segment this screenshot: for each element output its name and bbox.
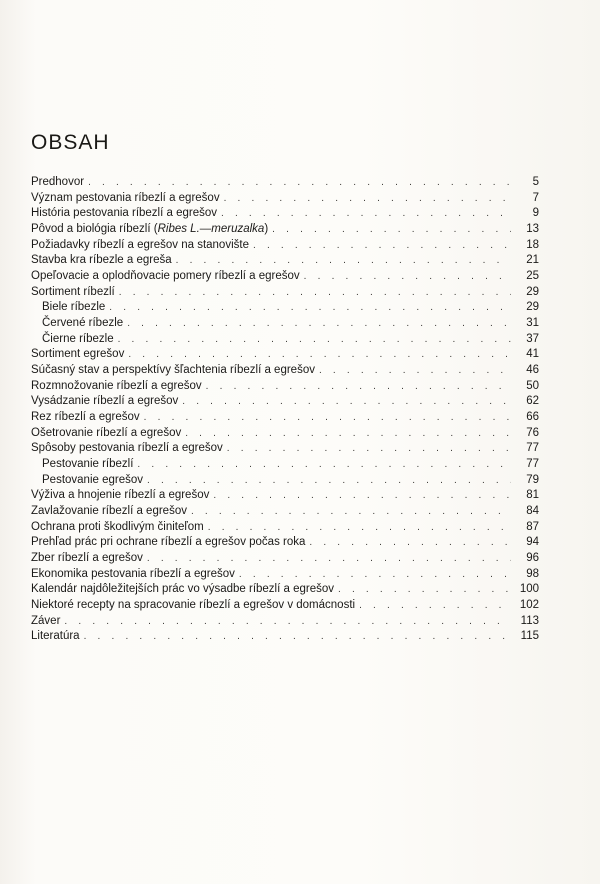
toc-entry-page-number: 9 bbox=[532, 207, 539, 220]
toc-entry-label bbox=[31, 222, 268, 238]
dot-leader bbox=[224, 191, 511, 207]
toc-entry-page-number: 31 bbox=[526, 317, 539, 330]
toc-entry-page-number: 7 bbox=[532, 191, 539, 204]
toc-entry-label: Rozmnožovanie ríbezlí a egrešov bbox=[31, 379, 202, 392]
toc-entry bbox=[31, 206, 539, 222]
toc-entry-page-number: 81 bbox=[526, 489, 539, 502]
toc-entry bbox=[31, 567, 539, 583]
dot-leader bbox=[338, 582, 511, 598]
toc-entry bbox=[31, 269, 539, 285]
toc-entry-page-number: 96 bbox=[526, 552, 539, 565]
toc-entry-label: Zavlažovanie ríbezlí a egrešov bbox=[31, 505, 187, 518]
toc-entry bbox=[31, 175, 539, 191]
toc-entry bbox=[31, 504, 539, 520]
dot-leader bbox=[182, 394, 511, 410]
toc-entry bbox=[31, 316, 539, 332]
toc-entry-label: Požiadavky ríbezlí a egrešov na stanovište bbox=[31, 238, 249, 251]
toc-entry bbox=[31, 222, 539, 238]
toc-entry-label-italic: Ribes L.—meruzalka bbox=[157, 223, 265, 236]
dot-leader bbox=[191, 504, 511, 520]
toc-entry-page-number: 62 bbox=[526, 395, 539, 408]
dot-leader bbox=[128, 347, 511, 363]
dot-leader bbox=[127, 316, 511, 332]
toc-entry-label: Sortiment egrešov bbox=[31, 348, 125, 361]
dot-leader bbox=[253, 238, 511, 254]
toc-entry-label: Význam pestovania ríbezlí a egrešov bbox=[31, 191, 220, 204]
toc-entry bbox=[31, 426, 539, 442]
dot-leader bbox=[147, 473, 511, 489]
toc-entry bbox=[31, 285, 539, 301]
dot-leader bbox=[239, 567, 511, 583]
toc-entry-page-number: 87 bbox=[526, 520, 539, 533]
toc-entry-label: Súčasný stav a perspektívy šľachtenia ríbezlí a egrešov bbox=[31, 364, 315, 377]
toc-entry bbox=[31, 473, 539, 489]
toc-entry-label: Ochrana proti škodlivým činiteľom bbox=[31, 520, 204, 533]
dot-leader bbox=[206, 379, 511, 395]
toc-entry-page-number: 77 bbox=[526, 458, 539, 471]
dot-leader bbox=[109, 300, 511, 316]
toc-entry-page-number: 102 bbox=[519, 599, 539, 612]
dot-leader bbox=[185, 426, 511, 442]
toc-entry-label: Rez ríbezlí a egrešov bbox=[31, 411, 140, 424]
toc-entry bbox=[31, 551, 539, 567]
toc-entry-page-number: 77 bbox=[526, 442, 539, 455]
page-title: OBSAH bbox=[31, 131, 110, 154]
toc-entry-label-part: Pôvod a biológia ríbezlí ( bbox=[31, 223, 158, 236]
toc-entry-label: Sortiment ríbezlí bbox=[31, 285, 115, 298]
toc-entry bbox=[31, 441, 539, 457]
table-of-contents bbox=[31, 175, 539, 645]
toc-entry-label: Stavba kra ríbezle a egreša bbox=[31, 254, 172, 267]
dot-leader bbox=[88, 175, 511, 191]
dot-leader bbox=[118, 332, 511, 348]
toc-entry-label: Pestovanie ríbezlí bbox=[42, 458, 134, 471]
toc-entry-page-number: 79 bbox=[526, 473, 539, 486]
toc-entry bbox=[31, 614, 539, 630]
toc-entry-label: História pestovania ríbezlí a egrešov bbox=[31, 207, 218, 220]
toc-entry bbox=[31, 191, 539, 207]
toc-entry-label: Pestovanie egrešov bbox=[42, 473, 144, 486]
toc-entry bbox=[31, 598, 539, 614]
dot-leader bbox=[304, 269, 511, 285]
dot-leader bbox=[119, 285, 511, 301]
toc-entry-page-number: 18 bbox=[526, 238, 539, 251]
toc-entry bbox=[31, 238, 539, 254]
toc-entry-page-number: 76 bbox=[526, 426, 539, 439]
toc-entry-page-number: 41 bbox=[526, 348, 539, 361]
dot-leader bbox=[359, 598, 511, 614]
toc-entry-page-number: 66 bbox=[526, 411, 539, 424]
dot-leader bbox=[176, 253, 511, 269]
toc-entry-page-number: 98 bbox=[526, 567, 539, 580]
toc-entry-label-part: ) bbox=[264, 223, 269, 236]
toc-entry bbox=[31, 253, 539, 269]
toc-entry-label: Zber ríbezlí a egrešov bbox=[31, 552, 143, 565]
toc-entry-label: Biele ríbezle bbox=[42, 301, 106, 314]
toc-entry-page-number: 5 bbox=[532, 176, 539, 188]
dot-leader bbox=[221, 206, 511, 222]
toc-entry bbox=[31, 394, 539, 410]
toc-entry-label: Ekonomika pestovania ríbezlí a egrešov bbox=[31, 567, 235, 580]
toc-entry-page-number: 25 bbox=[526, 270, 539, 283]
toc-entry-label: Niektoré recepty na spracovanie ríbezlí a egrešov v domácnosti bbox=[31, 599, 356, 612]
dot-leader bbox=[272, 222, 511, 238]
toc-entry bbox=[31, 520, 539, 536]
toc-entry-label: Literatúra bbox=[31, 630, 80, 643]
toc-entry-label: Kalendár najdôležitejších prác vo výsadbe ríbezlí a egrešov bbox=[31, 583, 335, 596]
toc-entry bbox=[31, 488, 539, 504]
toc-entry bbox=[31, 410, 539, 426]
toc-entry bbox=[31, 363, 539, 379]
toc-entry bbox=[31, 457, 539, 473]
toc-entry bbox=[31, 347, 539, 363]
toc-entry-page-number: 46 bbox=[526, 364, 539, 377]
toc-entry-label: Ošetrovanie ríbezlí a egrešov bbox=[31, 426, 182, 439]
toc-entry-label: Vysádzanie ríbezlí a egrešov bbox=[31, 395, 179, 408]
toc-entry bbox=[31, 582, 539, 598]
toc-entry-page-number: 13 bbox=[526, 223, 539, 236]
dot-leader bbox=[319, 363, 511, 379]
toc-entry-label: Čierne ríbezle bbox=[42, 332, 114, 345]
toc-entry bbox=[31, 300, 539, 316]
dot-leader bbox=[227, 441, 511, 457]
dot-leader bbox=[137, 457, 511, 473]
toc-entry-label: Predhovor bbox=[31, 176, 85, 188]
dot-leader bbox=[64, 614, 511, 630]
dot-leader bbox=[84, 629, 511, 645]
toc-entry bbox=[31, 535, 539, 551]
toc-entry-page-number: 100 bbox=[519, 583, 539, 596]
toc-entry-page-number: 84 bbox=[526, 505, 539, 518]
toc-entry-page-number: 115 bbox=[520, 630, 539, 643]
toc-entry-page-number: 37 bbox=[526, 332, 539, 345]
toc-entry-label: Opeľovacie a oplodňovacie pomery ríbezlí a egrešov bbox=[31, 270, 300, 283]
toc-entry-label: Prehľad prác pri ochrane ríbezlí a egrešov počas roka bbox=[31, 536, 306, 549]
toc-entry-label: Červené ríbezle bbox=[42, 317, 124, 330]
toc-entry-page-number: 21 bbox=[526, 254, 539, 267]
toc-entry-label: Výživa a hnojenie ríbezlí a egrešov bbox=[31, 489, 210, 502]
toc-entry-label: Záver bbox=[31, 614, 61, 627]
dot-leader bbox=[208, 520, 511, 536]
dot-leader bbox=[144, 410, 511, 426]
toc-entry bbox=[31, 379, 539, 395]
dot-leader bbox=[147, 551, 511, 567]
toc-entry-page-number: 113 bbox=[520, 614, 539, 627]
toc-entry-page-number: 94 bbox=[526, 536, 539, 549]
dot-leader bbox=[213, 488, 511, 504]
toc-entry-page-number: 29 bbox=[526, 301, 539, 314]
toc-entry bbox=[31, 332, 539, 348]
toc-entry-page-number: 29 bbox=[526, 285, 539, 298]
dot-leader bbox=[309, 535, 511, 551]
toc-entry-page-number: 50 bbox=[526, 379, 539, 392]
toc-entry bbox=[31, 629, 539, 645]
toc-entry-label: Spôsoby pestovania ríbezlí a egrešov bbox=[31, 442, 223, 455]
